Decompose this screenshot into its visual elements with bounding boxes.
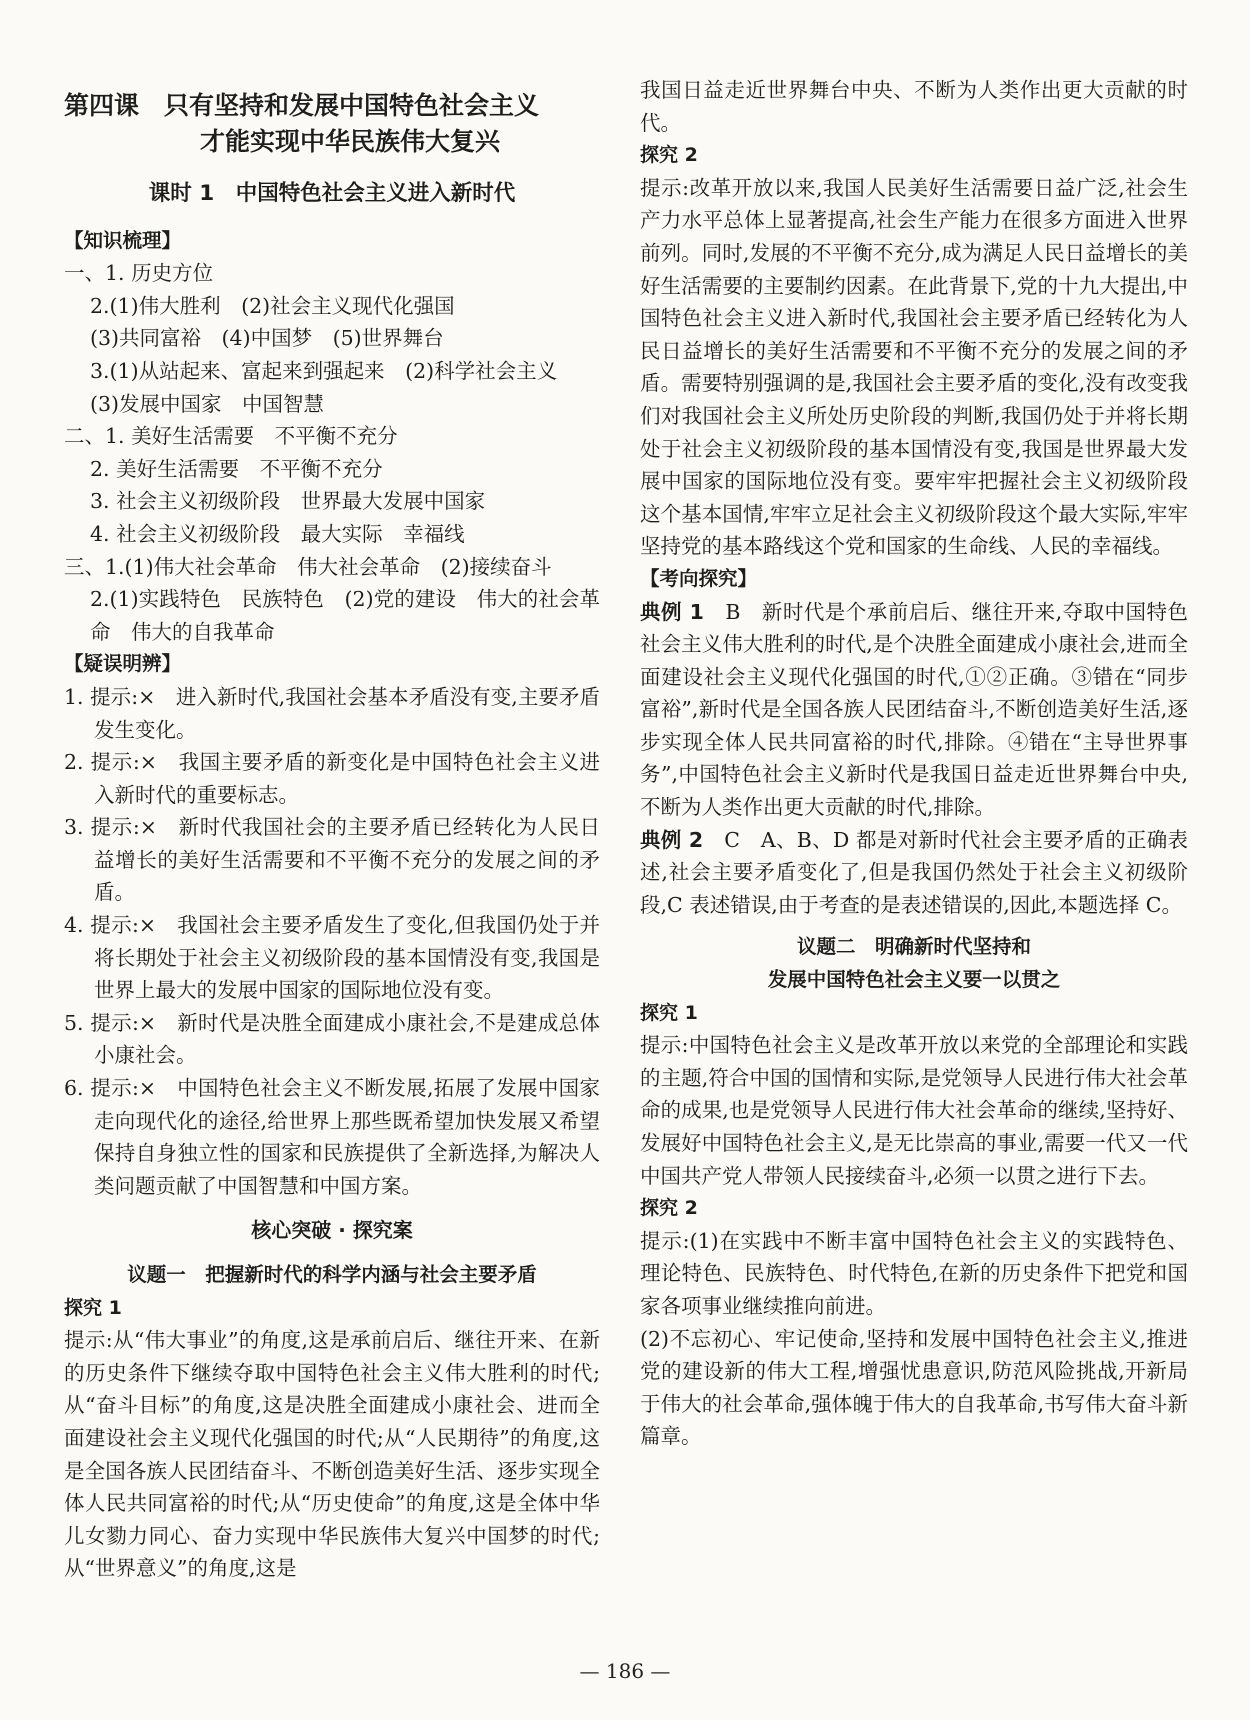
knowledge-item: 三、1.(1)伟大社会革命 伟大社会革命 (2)接续奋斗 xyxy=(64,554,552,579)
knowledge-item: 2.(1)实践特色 民族特色 (2)党的建设 伟大的社会革命 伟大的自我革命 xyxy=(90,587,600,644)
knowledge-item: (3)共同富裕 (4)中国梦 (5)世界舞台 xyxy=(90,326,444,351)
page-number: — 186 — xyxy=(579,1659,671,1683)
example-2-label: 典例 2 xyxy=(640,827,704,852)
section-errors: 【疑误明辨】 xyxy=(64,652,182,676)
core-heading: 核心突破 · 探究案 xyxy=(251,1218,413,1243)
knowledge-item: 一、1. 历史方位 xyxy=(64,261,214,286)
example-2 xyxy=(640,824,1188,922)
error-item: 2. 提示:× 我国主要矛盾的新变化是中国特色社会主义进入新时代的重要标志。 xyxy=(64,750,600,807)
continued-text: 我国日益走近世界舞台中央、不断为人类作出更大贡献的时代。 xyxy=(640,78,1188,135)
topic2-explore-1-heading: 探究 1 xyxy=(640,1001,698,1024)
knowledge-item: 2. 美好生活需要 不平衡不充分 xyxy=(90,456,383,481)
topic2-explore-2-heading: 探究 2 xyxy=(640,1197,698,1220)
knowledge-item: 二、1. 美好生活需要 不平衡不充分 xyxy=(64,424,398,449)
knowledge-item: 3. 社会主义初级阶段 世界最大发展中国家 xyxy=(90,489,486,514)
knowledge-item: 3.(1)从站起来、富起来到强起来 (2)科学社会主义 xyxy=(90,358,558,383)
right-column xyxy=(640,74,1188,1453)
lesson-title xyxy=(64,88,600,160)
explore-2-text: 提示:改革开放以来,我国人民美好生活需要日益广泛,社会生产力水平总体上显著提高,社会生产能力在很多方面进入世界前列。同时,发展的不平衡不充分,成为满足人民日益增长的美好生活需要的主要制约因素。在此背景下,党的十九大提出,中国特色社会主义进入新时代,我国社会主要矛盾已经转化为人民日益增长的美好生活需要和不平衡不充分的发展之间的矛盾。需要特别强调的是,我国社会主要矛盾的变化,没有改变我们对我国社会主义所处历史阶段的判断,我国仍处于并将长期处于社会主义初级阶段的基本国情没有变,我国是世界最大发展中国家的国际地位没有变。要牢牢把握社会主义初级阶段这个基本国情,牢牢立足社会主义初级阶段这个最大实际,牢牢坚持党的基本路线这个党和国家的生命线、人民的幸福线。 xyxy=(640,175,1188,559)
error-item: 4. 提示:× 我国社会主要矛盾发生了变化,但我国仍处于并将长期处于社会主义初级阶段的基本国情没有变,我国是世界上最大的发展中国家的国际地位没有变。 xyxy=(64,913,600,1003)
section-exam: 【考向探究】 xyxy=(640,566,758,590)
topic-two-heading-line1: 议题二 明确新时代坚持和 xyxy=(796,935,1031,959)
explore-1-heading: 探究 1 xyxy=(64,1296,122,1319)
lesson-title-line2: 才能实现中华民族伟大复兴 xyxy=(199,127,500,156)
error-item: 5. 提示:× 新时代是决胜全面建成小康社会,不是建成总体小康社会。 xyxy=(64,1010,600,1068)
left-column xyxy=(64,80,600,1585)
example-1 xyxy=(640,596,1188,824)
lesson-title-line1: 第四课 只有坚持和发展中国特色社会主义 xyxy=(64,91,540,120)
example-1-label: 典例 1 xyxy=(640,599,704,624)
topic2-explore-1-text: 提示:中国特色社会主义是改革开放以来党的全部理论和实践的主题,符合中国的国情和实际,是党领导人民进行伟大社会革命的成果,也是党领导人民进行伟大社会革命的继续,坚持好、发展好中国特色社会主义,是无比崇高的事业,需要一代又一代中国共产党人带领人民接续奋斗,必须一以贯之进行下去。 xyxy=(640,1033,1188,1188)
topic2-explore-2-text-a: 提示:(1)在实践中不断丰富中国特色社会主义的实践特色、理论特色、民族特色、时代特色,在新的历史条件下把党和国家各项事业继续推向前进。 xyxy=(640,1228,1188,1318)
topic-one-heading: 议题一 把握新时代的科学内涵与社会主要矛盾 xyxy=(127,1263,537,1286)
explore-1-text: 提示:从“伟大事业”的角度,这是承前启后、继往开来、在新的历史条件下继续夺取中国特色社会主义伟大胜利的时代;从“奋斗目标”的角度,这是决胜全面建成小康社会、进而全面建设社会主义现代化强国的时代;从“人民期待”的角度,这是全国各族人民团结奋斗、不断创造美好生活、逐步实现全体人民共同富裕的时代;从“历史使命”的角度,这是全体中华儿女勠力同心、奋力实现中华民族伟大复兴中国梦的时代;从“世界意义”的角度,这是 xyxy=(64,1328,600,1581)
topic-two-heading-line2: 发展中国特色社会主义要一以贯之 xyxy=(767,968,1061,992)
error-item: 3. 提示:× 新时代我国社会的主要矛盾已经转化为人民日益增长的美好生活需要和不平衡不充分的发展之间的矛盾。 xyxy=(64,815,600,905)
topic2-explore-2-text-b: (2)不忘初心、牢记使命,坚持和发展中国特色社会主义,推进党的建设新的伟大工程,增强忧患意识,防范风险挑战,开新局于伟大的社会革命,强体魄于伟大的自我革命,书写伟大奋斗新篇章。 xyxy=(640,1326,1188,1449)
knowledge-item: 2.(1)伟大胜利 (2)社会主义现代化强国 xyxy=(90,293,455,318)
error-item: 6. 提示:× 中国特色社会主义不断发展,拓展了发展中国家走向现代化的途径,给世界上那些既希望加快发展又希望保持自身独立性的国家和民族提供了全新选择,为解决人类问题贡献了中国智慧和中国方案。 xyxy=(64,1076,600,1198)
example-1-text: B 新时代是个承前启后、继往开来,夺取中国特色社会主义伟大胜利的时代,是个决胜全面建成小康社会,进而全面建设社会主义现代化强国的时代,①②正确。③错在“同步富裕”,新时代是全国各族人民团结奋斗,不断创造美好生活,逐步实现全体人民共同富裕的时代,排除。④错在“主导世界事务”,中国特色社会主义新时代是我国日益走近世界舞台中央,不断为人类作出更大贡献的时代,排除。 xyxy=(640,599,1188,820)
knowledge-item: 4. 社会主义初级阶段 最大实际 幸福线 xyxy=(90,521,465,546)
period-title: 课时 1 中国特色社会主义进入新时代 xyxy=(148,181,516,206)
section-knowledge: 【知识梳理】 xyxy=(64,228,182,252)
knowledge-item: (3)发展中国家 中国智慧 xyxy=(90,391,325,416)
explore-2-heading: 探究 2 xyxy=(640,144,698,167)
error-item: 1. 提示:× 进入新时代,我国社会基本矛盾没有变,主要矛盾发生变化。 xyxy=(64,684,600,742)
example-2-text: C A、B、D 都是对新时代社会主要矛盾的正确表述,社会主要矛盾变化了,但是我国仍然处于社会主义初级阶段,C 表述错误,由于考查的是表述错误的,因此,本题选择 C。 xyxy=(640,827,1188,917)
